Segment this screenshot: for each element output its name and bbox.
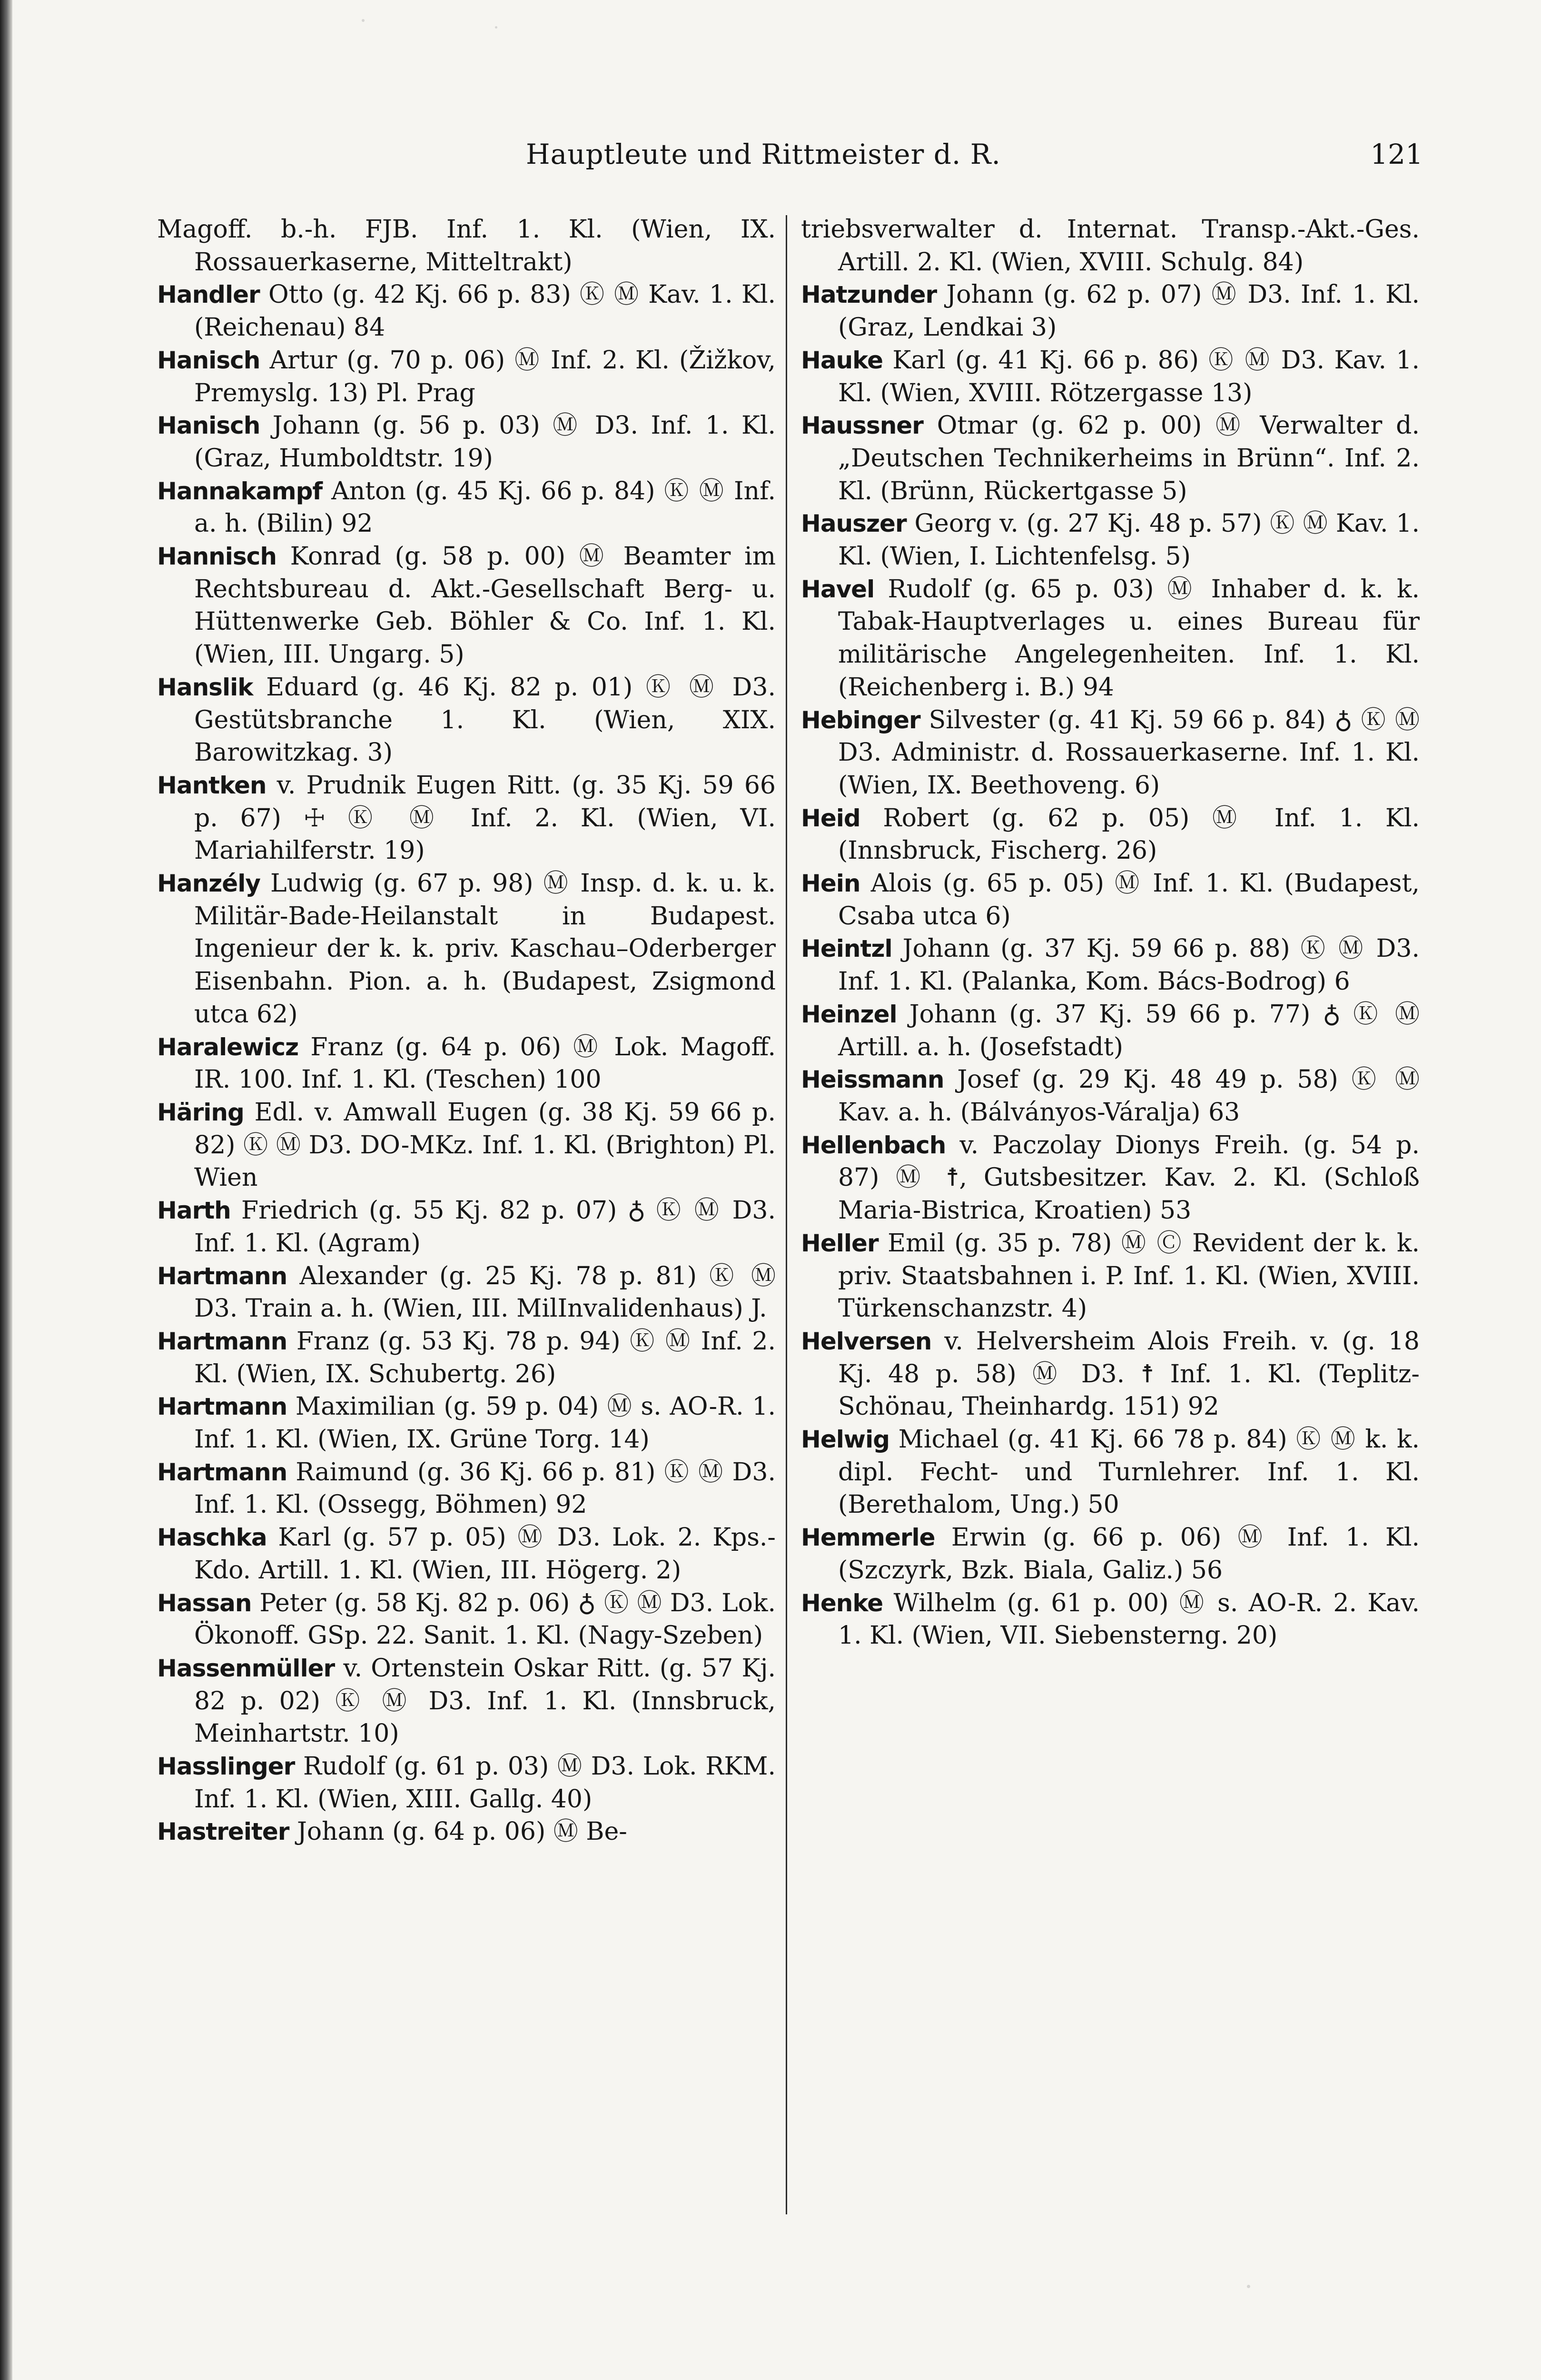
directory-entry — [157, 1652, 776, 1750]
directory-entry — [801, 507, 1420, 573]
entry-details: Maximilian (g. 59 p. 04) Ⓜ s. AO-R. 1. Inf. 1. Kl. (Wien, IX. Grüne Torg. 14) — [194, 1392, 776, 1454]
entry-surname: Hartmann — [157, 1393, 287, 1421]
entry-surname: Hanzély — [157, 870, 260, 898]
entry-surname: Hassan — [157, 1589, 252, 1617]
directory-entry — [157, 1815, 776, 1848]
entry-surname: Hein — [801, 870, 860, 898]
directory-entry — [801, 1521, 1420, 1587]
entry-surname: Helversen — [801, 1327, 932, 1355]
directory-entry — [801, 1587, 1420, 1652]
page-binding-edge — [0, 0, 12, 2380]
entry-details: Johann (g. 56 p. 03) Ⓜ D3. Inf. 1. Kl. (Graz, Humboldtstr. 19) — [194, 411, 776, 473]
directory-entry — [157, 1096, 776, 1194]
entry-details: Johann (g. 64 p. 06) Ⓜ Be- — [289, 1817, 627, 1846]
entry-details: Otmar (g. 62 p. 00) Ⓜ Verwalter d. „Deutschen Technikerheims in Brünn“. Inf. 2. Kl. (Brünn, Rückertgasse 5) — [838, 411, 1420, 506]
entry-surname: Henke — [801, 1589, 883, 1617]
entry-details: Alois (g. 65 p. 05) Ⓜ Inf. 1. Kl. (Budapest, Csaba utca 6) — [838, 869, 1420, 931]
entry-details: Georg v. (g. 27 Kj. 48 p. 57) Ⓚ Ⓜ Kav. 1. Kl. (Wien, I. Lichtenfelsg. 5) — [838, 509, 1420, 571]
directory-entry — [157, 278, 776, 344]
entry-details: Wilhelm (g. 61 p. 00) Ⓜ s. AO-R. 2. Kav. 1. Kl. (Wien, VII. Siebensterng. 20) — [838, 1588, 1420, 1650]
entry-surname: Havel — [801, 575, 875, 603]
entry-surname: Hebinger — [801, 706, 920, 734]
directory-entry — [157, 671, 776, 769]
right-column — [801, 213, 1420, 1652]
directory-entry — [801, 998, 1420, 1063]
entry-surname: Hannakampf — [157, 477, 323, 505]
entry-surname: Hannisch — [157, 543, 277, 571]
entry-details: Ludwig (g. 67 p. 98) Ⓜ Insp. d. k. u. k. Militär-Bade-Heilanstalt in Budapest. Ingenieur der k. k. priv. Kaschau–Oderberger Eisenbahn. Pion. a. h. (Budapest, Zsigmond utca 62) — [194, 869, 776, 1029]
entry-details: Robert (g. 62 p. 05) Ⓜ Inf. 1. Kl. (Innsbruck, Fischerg. 26) — [838, 803, 1420, 865]
directory-entry — [801, 1227, 1420, 1325]
entry-details: Karl (g. 41 Kj. 66 p. 86) Ⓚ Ⓜ D3. Kav. 1. Kl. (Wien, XVIII. Rötzergasse 13) — [838, 346, 1420, 407]
running-title: Hauptleute und Rittmeister d. R. — [526, 138, 1001, 170]
entry-surname: Hartmann — [157, 1262, 287, 1290]
directory-entry — [157, 540, 776, 671]
directory-entry — [801, 573, 1420, 704]
entry-details: Josef (g. 29 Kj. 48 49 p. 58) Ⓚ Ⓜ Kav. a. h. (Bálványos-Váralja) 63 — [838, 1065, 1420, 1127]
entry-details: triebsverwalter d. Internat. Transp.-Akt.-Ges. Artill. 2. Kl. (Wien, XVIII. Schulg. 84) — [801, 215, 1420, 277]
entry-surname: Handler — [157, 281, 260, 309]
entry-details: Silvester (g. 41 Kj. 59 66 p. 84) ♁ Ⓚ Ⓜ D3. Administr. d. Rossauerkaserne. Inf. 1. Kl. (Wien, IX. Beethoveng. 6) — [838, 705, 1420, 800]
directory-entry — [157, 409, 776, 475]
entry-surname: Hartmann — [157, 1458, 287, 1486]
entry-details: Emil (g. 35 p. 78) Ⓜ Ⓒ Revident der k. k. priv. Staatsbahnen i. P. Inf. 1. Kl. (Wien, XVIII. Türkenschanzstr. 4) — [838, 1229, 1420, 1323]
directory-entry — [157, 1521, 776, 1587]
entry-surname: Hanslik — [157, 673, 253, 701]
entry-details: Anton (g. 45 Kj. 66 p. 84) Ⓚ Ⓜ Inf. a. h. (Bilin) 92 — [194, 476, 776, 538]
directory-entry — [157, 769, 776, 867]
entry-surname: Haralewicz — [157, 1033, 299, 1061]
entry-details: Magoff. b.-h. FJB. Inf. 1. Kl. (Wien, IX. Rossauerkaserne, Mitteltrakt) — [157, 215, 776, 277]
paper-speckle — [495, 26, 497, 29]
directory-entry — [157, 344, 776, 409]
entry-details: Franz (g. 53 Kj. 78 p. 94) Ⓚ Ⓜ Inf. 2. Kl. (Wien, IX. Schubertg. 26) — [194, 1327, 776, 1388]
directory-entry — [801, 213, 1420, 278]
entry-details: v. Prudnik Eugen Ritt. (g. 35 Kj. 59 66 p. 67) ☩ Ⓚ Ⓜ Inf. 2. Kl. (Wien, VI. Mariahilferstr. 19) — [194, 771, 776, 865]
entry-details: Erwin (g. 66 p. 06) Ⓜ Inf. 1. Kl. (Szczyrk, Bzk. Biala, Galiz.) 56 — [838, 1523, 1420, 1585]
entry-surname: Hatzunder — [801, 281, 937, 309]
directory-entry — [157, 867, 776, 1031]
entry-surname: Haschka — [157, 1524, 267, 1552]
entry-surname: Hauszer — [801, 510, 907, 538]
entry-details: Eduard (g. 46 Kj. 82 p. 01) Ⓚ Ⓜ D3. Gestütsbranche 1. Kl. (Wien, XIX. Barowitzkag. 3) — [194, 673, 776, 767]
entry-surname: Heinzel — [801, 1000, 897, 1028]
entry-surname: Hauke — [801, 346, 883, 374]
directory-entry — [801, 409, 1420, 507]
entry-surname: Hanisch — [157, 412, 260, 440]
left-column — [157, 213, 776, 1848]
directory-entry — [801, 1325, 1420, 1423]
entry-surname: Häring — [157, 1098, 244, 1126]
entry-surname: Heintzl — [801, 935, 892, 963]
entry-details: Otto (g. 42 Kj. 66 p. 83) Ⓚ Ⓜ Kav. 1. Kl. (Reichenau) 84 — [194, 280, 776, 342]
entry-details: Michael (g. 41 Kj. 66 78 p. 84) Ⓚ Ⓜ k. k. dipl. Fecht- und Turnlehrer. Inf. 1. Kl. (Berethalom, Ung.) 50 — [838, 1425, 1420, 1519]
page-number: 121 — [1370, 138, 1423, 170]
entry-details: Edl. v. Amwall Eugen (g. 38 Kj. 59 66 p. 82) Ⓚ Ⓜ D3. DO-MKz. Inf. 1. Kl. (Brighton) Pl. Wien — [194, 1098, 776, 1192]
entry-surname: Hasslinger — [157, 1753, 295, 1781]
directory-entry — [801, 278, 1420, 344]
entry-details: v. Ortenstein Oskar Ritt. (g. 57 Kj. 82 p. 02) Ⓚ Ⓜ D3. Inf. 1. Kl. (Innsbruck, Meinhartstr. 10) — [194, 1654, 776, 1748]
directory-entry — [157, 1587, 776, 1652]
directory-entry — [801, 1423, 1420, 1521]
directory-entry — [157, 1456, 776, 1521]
entry-surname: Haussner — [801, 412, 923, 440]
entry-details: Johann (g. 37 Kj. 59 66 p. 88) Ⓚ Ⓜ D3. Inf. 1. Kl. (Palanka, Kom. Bács-Bodrog) 6 — [838, 934, 1420, 996]
entry-surname: Heller — [801, 1229, 879, 1257]
directory-entry — [157, 1260, 776, 1325]
entry-details: Franz (g. 64 p. 06) Ⓜ Lok. Magoff. IR. 100. Inf. 1. Kl. (Teschen) 100 — [194, 1032, 776, 1094]
entry-surname: Hantken — [157, 771, 267, 799]
entry-details: Karl (g. 57 p. 05) Ⓜ D3. Lok. 2. Kps.-Kdo. Artill. 1. Kl. (Wien, III. Högerg. 2) — [194, 1523, 776, 1585]
entry-surname: Helwig — [801, 1426, 890, 1454]
entry-details: Konrad (g. 58 p. 00) Ⓜ Beamter im Rechtsbureau d. Akt.-Gesellschaft Berg- u. Hüttenwerke Geb. Böhler & Co. Inf. 1. Kl. (Wien, III. Ungarg. 5) — [194, 542, 776, 669]
directory-entry — [157, 475, 776, 540]
directory-entry — [157, 1031, 776, 1096]
entry-surname: Heid — [801, 804, 860, 832]
directory-entry — [801, 802, 1420, 867]
directory-entry — [801, 1129, 1420, 1227]
entry-details: Raimund (g. 36 Kj. 66 p. 81) Ⓚ Ⓜ D3. Inf. 1. Kl. (Ossegg, Böhmen) 92 — [194, 1458, 776, 1519]
entry-details: Johann (g. 37 Kj. 59 66 p. 77) ♁ Ⓚ Ⓜ Artill. a. h. (Josefstadt) — [838, 1000, 1420, 1061]
directory-entry — [157, 1194, 776, 1259]
entry-details: Alexander (g. 25 Kj. 78 p. 81) Ⓚ Ⓜ D3. Train a. h. (Wien, III. MilInvalidenhaus) J. — [194, 1261, 776, 1323]
directory-entry — [801, 867, 1420, 932]
column-divider — [786, 215, 787, 2214]
directory-entry — [801, 1063, 1420, 1129]
entry-details: Johann (g. 62 p. 07) Ⓜ D3. Inf. 1. Kl. (Graz, Lendkai 3) — [838, 280, 1420, 342]
entry-surname: Hartmann — [157, 1327, 287, 1355]
directory-entry — [157, 213, 776, 278]
entry-surname: Hellenbach — [801, 1131, 946, 1159]
entry-surname: Hassenmüller — [157, 1654, 335, 1682]
entry-surname: Hanisch — [157, 346, 260, 374]
page-header — [157, 138, 1423, 176]
entry-surname: Harth — [157, 1197, 231, 1225]
entry-details: Peter (g. 58 Kj. 82 p. 06) ♁ Ⓚ Ⓜ D3. Lok. Ökonoff. GSp. 22. Sanit. 1. Kl. (Nagy-Szeben) — [194, 1588, 776, 1650]
entry-details: Rudolf (g. 61 p. 03) Ⓜ D3. Lok. RKM. Inf. 1. Kl. (Wien, XIII. Gallg. 40) — [194, 1752, 776, 1814]
entry-surname: Heissmann — [801, 1066, 944, 1094]
entry-details: v. Helversheim Alois Freih. v. (g. 18 Kj. 48 p. 58) Ⓜ D3. ☨ Inf. 1. Kl. (Teplitz-Schönau, Theinhardg. 151) 92 — [838, 1327, 1420, 1421]
entry-surname: Hastreiter — [157, 1818, 289, 1846]
entry-details: Rudolf (g. 65 p. 03) Ⓜ Inhaber d. k. k. Tabak-Hauptverlages u. eines Bureau für militärische Angelegenheiten. Inf. 1. Kl. (Reichenberg i. B.) 94 — [838, 575, 1420, 702]
entry-details: v. Paczolay Dionys Freih. (g. 54 p. 87) Ⓜ ☨, Gutsbesitzer. Kav. 2. Kl. (Schloß Maria-Bistrica, Kroatien) 53 — [838, 1130, 1420, 1225]
directory-entry — [801, 704, 1420, 802]
paper-speckle — [362, 19, 365, 22]
directory-entry — [801, 344, 1420, 409]
directory-entry — [157, 1750, 776, 1815]
entry-surname: Hemmerle — [801, 1524, 935, 1552]
entry-details: Friedrich (g. 55 Kj. 82 p. 07) ♁ Ⓚ Ⓜ D3. Inf. 1. Kl. (Agram) — [194, 1196, 776, 1258]
paper-speckle — [1247, 2285, 1250, 2288]
directory-entry — [157, 1325, 776, 1390]
entry-details: Artur (g. 70 p. 06) Ⓜ Inf. 2. Kl. (Žižkov, Premyslg. 13) Pl. Prag — [194, 346, 776, 407]
directory-entry — [801, 932, 1420, 998]
directory-entry — [157, 1390, 776, 1456]
